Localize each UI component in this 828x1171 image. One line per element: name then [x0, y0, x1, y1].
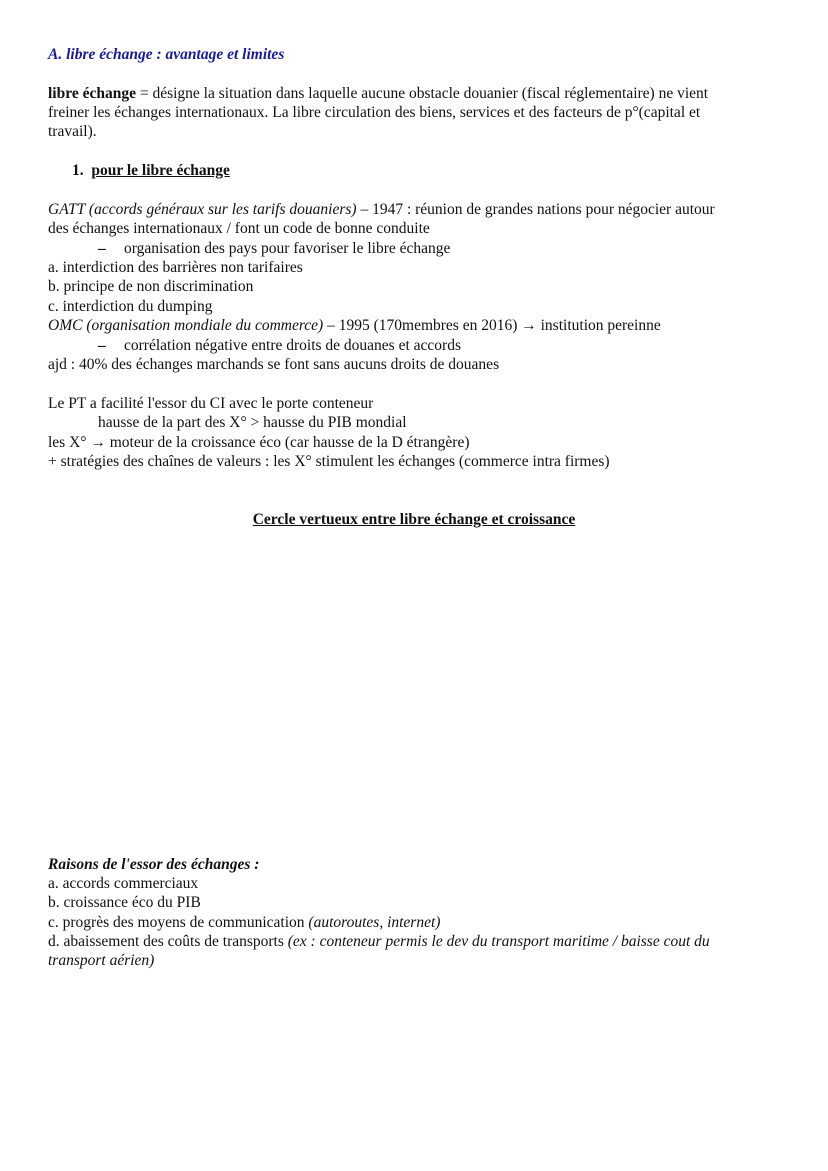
gatt-line-1 [48, 200, 715, 220]
pt-line-2: hausse de la part des X° > hausse du PIB mondial [98, 414, 407, 431]
dash-bullet-icon: – [98, 240, 106, 257]
pt-line-4: + stratégies des chaînes de valeurs : les X° stimulent les échanges (commerce intra firmes) [48, 453, 610, 470]
raisons-item-d-note: (ex : conteneur permis le dev du transport maritime / baisse cout du [287, 933, 710, 950]
dash-bullet-icon: – [98, 337, 106, 354]
definition-line-1 [48, 84, 708, 104]
raisons-item-a: a. accords commerciaux [48, 875, 199, 892]
cercle-title: Cercle vertueux entre libre échange et croissance [252, 511, 576, 528]
pt-line-1: Le PT a facilité l'essor du CI avec le porte conteneur [48, 395, 374, 412]
definition-term: libre échange [48, 85, 136, 102]
raisons-item-d [48, 932, 710, 952]
definition-text: = désigne la situation dans laquelle aucune obstacle douanier (fiscal réglementaire) ne vient [135, 85, 709, 102]
raisons-item-c-note: (autoroutes, internet) [308, 914, 441, 931]
raisons-item-c-text: c. progrès des moyens de communication [48, 914, 309, 931]
gatt-bullet [98, 239, 450, 259]
subsection-heading [72, 161, 230, 181]
raisons-item-b: b. croissance éco du PIB [48, 894, 201, 911]
subsection-title: pour le libre échange [91, 162, 230, 179]
gatt-text: – 1947 : réunion de grandes nations pour négocier autour [356, 201, 715, 218]
gatt-item-c: c. interdiction du dumping [48, 298, 213, 315]
gatt-item-a: a. interdiction des barrières non tarifaires [48, 259, 303, 276]
omc-bullet [98, 336, 461, 356]
raisons-item-c [48, 913, 440, 933]
gatt-bullet-text: organisation des pays pour favoriser le libre échange [124, 240, 451, 257]
omc-ajd: ajd : 40% des échanges marchands se font sans aucuns droits de douanes [48, 356, 500, 373]
definition-line-3: travail). [48, 123, 97, 140]
raisons-item-d-text: d. abaissement des coûts de transports [48, 933, 288, 950]
omc-text: – 1995 (170membres en 2016) → institution pereinne [323, 317, 661, 334]
omc-bullet-text: corrélation négative entre droits de douanes et accords [124, 337, 461, 354]
raisons-item-d-note-cont: transport aérien) [48, 952, 155, 969]
raisons-title: Raisons de l'essor des échanges : [48, 856, 260, 873]
omc-line [48, 316, 661, 336]
subsection-number: 1. [72, 162, 84, 179]
gatt-item-b: b. principe de non discrimination [48, 278, 254, 295]
gatt-line-2: des échanges internationaux / font un code de bonne conduite [48, 220, 430, 237]
omc-label: OMC (organisation mondiale du commerce) [48, 317, 324, 334]
definition-line-2: freiner les échanges internationaux. La libre circulation des biens, services et des facteurs de p°(capital et [48, 104, 701, 121]
gatt-label: GATT (accords généraux sur les tarifs douaniers) [48, 201, 357, 218]
section-title: A. libre échange : avantage et limites [48, 46, 285, 63]
pt-line-3: les X° → moteur de la croissance éco (car hausse de la D étrangère) [48, 434, 470, 451]
